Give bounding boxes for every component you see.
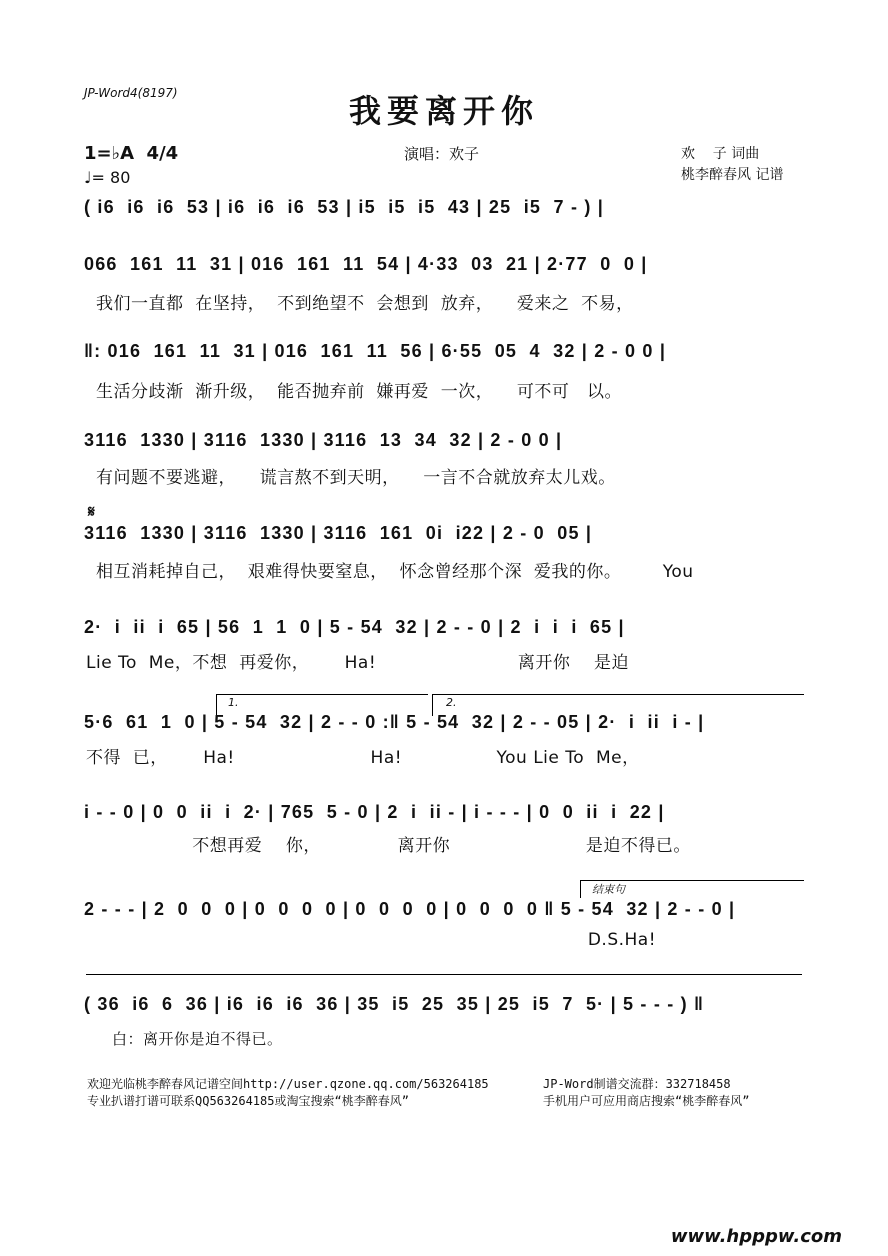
coda-bracket-side xyxy=(580,880,581,898)
score-line-6 xyxy=(84,617,808,649)
version-label: JP-Word4(8197) xyxy=(84,86,178,100)
score-line-3 xyxy=(84,341,808,373)
score-line-10 xyxy=(84,994,808,1026)
notes-line-7: 5·6 61 1 0 | 5 - 54 32 | 2 - - 0 :‖ 5 - 54 32 | 2 - - 05 | 2· i ii i - | xyxy=(84,712,705,732)
tempo-marking: ♩= 80 xyxy=(84,168,131,187)
lyric-line-9: D.S.Ha! xyxy=(86,930,657,950)
score-line-2 xyxy=(84,254,808,286)
site-watermark: www.hpppw.com xyxy=(670,1226,842,1247)
ending2-label: 2. xyxy=(446,696,457,709)
lyric-line-7: 不得 已， Ha! Ha! You Lie To Me， xyxy=(86,748,640,768)
lyric-line-8: 不想再爱 你， 离开你 是迫不得已。 xyxy=(86,836,691,856)
key-signature: 1=♭A 4/4 xyxy=(84,143,179,164)
footer-line2-right: 手机用户可应用商店搜索“桃李醉春风” xyxy=(543,1094,750,1108)
notes-line-2: 066 161 11 31 | 016 161 11 54 | 4·33 03 21 | 2·77 0 0 | xyxy=(84,254,648,274)
notes-line-10: ( 36 i6 6 36 | i6 i6 i6 36 | 35 i5 25 35 | 25 i5 7 5· | 5 - - - ) ‖ xyxy=(84,994,705,1014)
lyric-line-6: Lie To Me，不想 再爱你， Ha! 离开你 是迫 xyxy=(86,653,629,673)
score-line-5 xyxy=(84,523,808,555)
transcriber-credit: 桃李醉春风 记谱 xyxy=(681,167,784,183)
score-line-8 xyxy=(84,802,808,834)
ending1-bracket xyxy=(216,694,428,695)
singer-credit: 演唱：欢子 xyxy=(404,145,480,163)
score-line-4 xyxy=(84,430,808,462)
footer-line1-left: 欢迎光临桃李醉春风记谱空间http://user.qzone.qq.com/563264185 xyxy=(87,1077,489,1091)
notes-line-6: 2· i ii i 65 | 56 1 1 0 | 5 - 54 32 | 2 - - 0 | 2 i i i 65 | xyxy=(84,617,625,637)
footer-line2-left: 专业扒谱打谱可联系QQ563264185或淘宝搜索“桃李醉春风” xyxy=(87,1094,409,1108)
segno-sign: 𝄋 xyxy=(88,502,95,521)
notes-line-5: 3116 1330 | 3116 1330 | 3116 161 0i i22 | 2 - 0 05 | xyxy=(84,523,593,543)
lyric-line-2: 我们一直都 在坚持， 不到绝望不 会想到 放弃， 爱来之 不易， xyxy=(96,294,634,314)
notes-line-9: 2 - - - | 2 0 0 0 | 0 0 0 0 | 0 0 0 0 | 0 0 0 0 ‖ 5 - 54 32 | 2 - - 0 | xyxy=(84,899,736,919)
lyric-line-4: 有问题不要逃避， 谎言熬不到天明， 一言不合就放弃太儿戏。 xyxy=(96,468,616,488)
lyrics-credit: 欢 子 词曲 xyxy=(681,146,760,162)
ending1-label: 1. xyxy=(228,696,239,709)
page-title: 我要离开你 xyxy=(348,92,539,130)
notes-line-1: ( i6 i6 i6 53 | i6 i6 i6 53 | i5 i5 i5 43 | 25 i5 7 - ) | xyxy=(84,197,604,217)
lyric-line-3: 生活分歧渐 渐升级， 能否抛弃前 嫌再爱 一次， 可不可 以。 xyxy=(96,382,623,402)
notes-line-8: i - - 0 | 0 0 ii i 2· | 765 5 - 0 | 2 i ii - | i - - - | 0 0 ii i 22 | xyxy=(84,802,665,822)
score-line-9 xyxy=(84,899,808,931)
outro-line xyxy=(86,974,802,975)
notes-line-4: 3116 1330 | 3116 1330 | 3116 13 34 32 | 2 - 0 0 | xyxy=(84,430,563,450)
ending2-bracket xyxy=(432,694,804,695)
score-line-1 xyxy=(84,197,808,229)
coda-label: 结束句 xyxy=(592,883,625,896)
notes-line-3: ‖: 016 161 11 31 | 016 161 11 56 | 6·55 05 4 32 | 2 - 0 0 | xyxy=(84,341,667,361)
footer-line1-right: JP-Word制谱交流群：332718458 xyxy=(543,1077,731,1091)
score-line-7 xyxy=(84,712,808,744)
lyric-line-10: 白：离开你是迫不得已。 xyxy=(112,1030,283,1048)
lyric-line-5: 相互消耗掉自己， 艰难得快要窒息， 怀念曾经那个深 爱我的你。 You xyxy=(96,562,694,582)
